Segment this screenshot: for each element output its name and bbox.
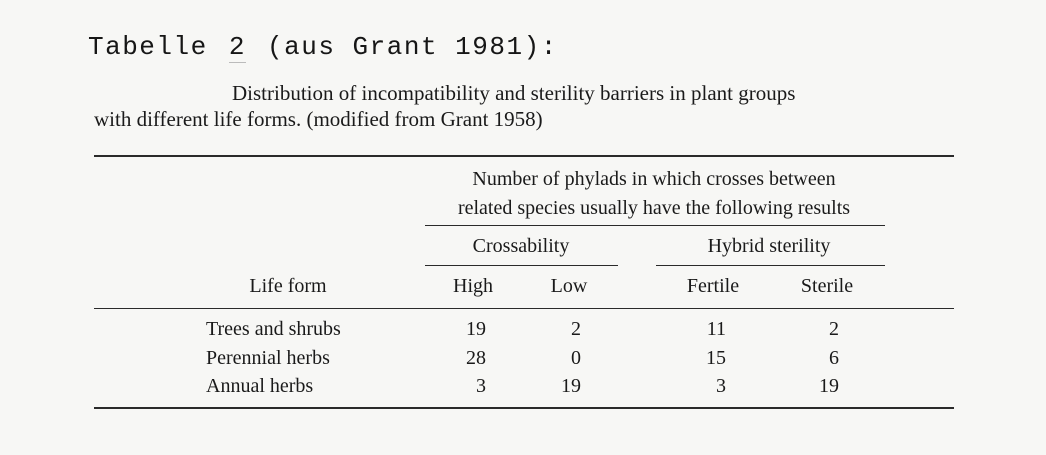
header-rule <box>94 308 954 309</box>
cell-fertile: 3 <box>716 375 726 397</box>
caption-line-1: Distribution of incompatibility and sterility barriers in plant groups <box>232 81 796 105</box>
cell-fertile: 11 <box>706 318 726 340</box>
crossability-rule <box>425 265 618 266</box>
cell-sterile: 19 <box>819 375 839 397</box>
group-hybrid-sterility: Hybrid sterility <box>707 235 831 257</box>
heading-source: (aus Grant 1981): <box>267 32 558 62</box>
cell-fertile: 15 <box>706 347 726 369</box>
top-rule <box>94 155 954 157</box>
col-life-form: Life form <box>249 275 327 297</box>
row-life-form: Trees and shrubs <box>206 318 341 340</box>
cell-sterile: 6 <box>829 347 839 369</box>
heading-label: Tabelle <box>88 32 208 62</box>
row-life-form: Annual herbs <box>206 375 314 397</box>
spanner-line-1: Number of phylads in which crosses between <box>472 168 836 190</box>
cell-low: 2 <box>571 318 581 340</box>
hybrid-sterility-rule <box>656 265 885 266</box>
bottom-rule <box>94 407 954 409</box>
spanner-rule <box>425 225 885 226</box>
group-crossability: Crossability <box>472 235 570 257</box>
cell-high: 19 <box>466 318 486 340</box>
cell-low: 19 <box>561 375 581 397</box>
cell-low: 0 <box>571 347 581 369</box>
cell-high: 28 <box>466 347 486 369</box>
table-caption <box>94 80 954 132</box>
cell-sterile: 2 <box>829 318 839 340</box>
caption-line-2: with different life forms. (modified from Grant 1958) <box>94 107 543 131</box>
col-fertile: Fertile <box>686 275 740 297</box>
heading-number: 2 <box>228 32 246 62</box>
row-life-form: Perennial herbs <box>206 347 330 369</box>
table-heading <box>88 32 558 63</box>
col-sterile: Sterile <box>800 275 854 297</box>
spanner-line-2: related species usually have the following results <box>457 197 851 219</box>
col-low: Low <box>550 275 588 297</box>
col-high: High <box>453 275 493 297</box>
cell-high: 3 <box>476 375 486 397</box>
